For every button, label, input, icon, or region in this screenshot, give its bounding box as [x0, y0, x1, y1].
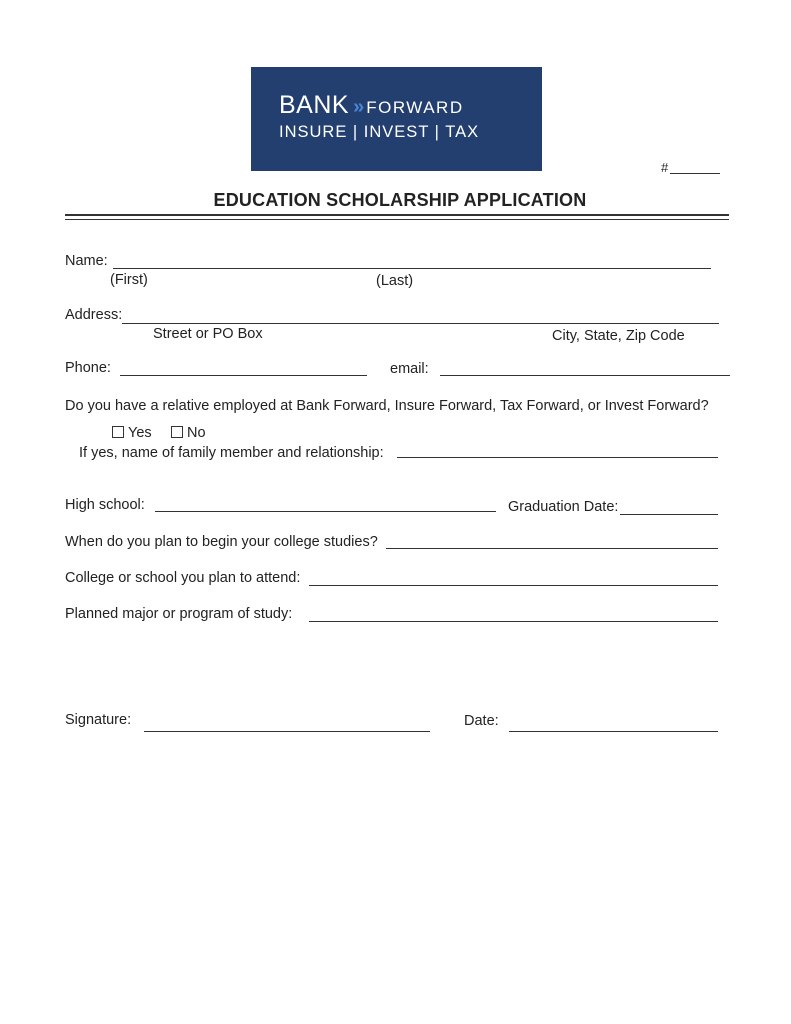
- college-attend-label: College or school you plan to attend:: [65, 570, 301, 586]
- relative-followup-label: If yes, name of family member and relationship:: [79, 445, 384, 461]
- first-name-caption: (First): [110, 272, 148, 288]
- street-caption: Street or PO Box: [153, 326, 263, 342]
- last-name-caption: (Last): [376, 273, 414, 289]
- relative-question: Do you have a relative employed at Bank Forward, Insure Forward, Tax Forward, or Invest Forward?: [65, 398, 709, 414]
- page-title: EDUCATION SCHOLARSHIP APPLICATION: [213, 190, 587, 210]
- logo-chevron-icon: »: [353, 96, 361, 118]
- city-state-zip-caption: City, State, Zip Code: [552, 328, 685, 344]
- yes-label: Yes: [128, 425, 152, 441]
- major-field[interactable]: [309, 621, 718, 622]
- yes-checkbox[interactable]: [112, 426, 124, 438]
- high-school-label: High school:: [65, 497, 145, 513]
- high-school-field[interactable]: [155, 511, 496, 512]
- phone-label: Phone:: [65, 360, 111, 376]
- major-label: Planned major or program of study:: [65, 606, 293, 622]
- name-field[interactable]: [113, 268, 711, 269]
- logo-tagline: INSURE | INVEST | TAX: [279, 123, 480, 141]
- logo-bank-text: BANK: [279, 91, 350, 119]
- signature-label: Signature:: [65, 712, 132, 728]
- relative-name-field[interactable]: [397, 457, 718, 458]
- number-field[interactable]: [670, 173, 720, 174]
- bank-forward-logo: [251, 67, 542, 171]
- graduation-date-field[interactable]: [620, 514, 718, 515]
- title-divider-thick: [65, 214, 729, 216]
- college-start-label: When do you plan to begin your college studies?: [65, 534, 378, 550]
- logo-forward-text: FORWARD: [366, 98, 464, 117]
- graduation-date-label: Graduation Date:: [508, 499, 619, 515]
- address-label: Address:: [65, 307, 123, 323]
- name-label: Name:: [65, 253, 108, 269]
- phone-field[interactable]: [120, 375, 367, 376]
- number-label: #: [661, 160, 669, 175]
- signature-field[interactable]: [144, 731, 430, 732]
- college-attend-field[interactable]: [309, 585, 718, 586]
- logo-wordmark: [279, 91, 464, 120]
- no-label: No: [187, 425, 206, 441]
- email-label: email:: [390, 361, 429, 377]
- email-field[interactable]: [440, 375, 730, 376]
- address-field[interactable]: [122, 323, 719, 324]
- no-checkbox[interactable]: [171, 426, 183, 438]
- title-divider-thin: [65, 219, 729, 220]
- college-start-field[interactable]: [386, 548, 718, 549]
- date-label: Date:: [464, 713, 499, 729]
- date-field[interactable]: [509, 731, 718, 732]
